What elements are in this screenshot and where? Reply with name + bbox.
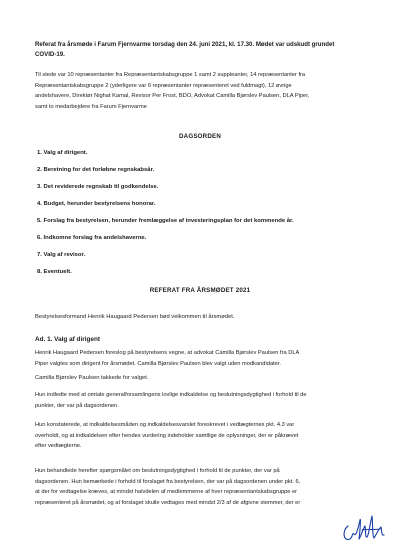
text-line: Repræsentantskabsgruppe 2 (yderligere var 6 repræsentanter repræsenteret ved fuldmagt), 12 øvrige — [35, 82, 292, 89]
agenda-item: 5. Forslag fra bestyrelsen, herunder fremlæggelse af investeringsplan for det kommende år. — [37, 218, 294, 224]
paragraph — [35, 390, 390, 411]
text-line: efter vedtægterne. — [35, 443, 82, 450]
welcome-text: Bestyrelsesformand Henrik Haugaard Pedersen bød velkommen til årsmødet. — [35, 314, 235, 320]
text-line: at der for vedtagelse kræves, at mindst halvdelen af medlemmerne af hver repræsentantskabsgruppe er — [35, 489, 298, 496]
paragraph — [35, 466, 390, 508]
agenda-item: 2. Beretning for det forløbne regnskabsår. — [37, 167, 155, 173]
agenda-title: DAGSORDEN — [178, 133, 222, 140]
minutes-title: REFERAT FRA ÅRSMØDET 2021 — [149, 287, 251, 294]
paragraph — [35, 420, 390, 452]
text-line: Piper valgtes som dirigent for årsmødet. Camilla Bjørslev Paulsen blev valgt uden modkandidater. — [35, 360, 281, 367]
text-line: andelshavere, Direktør Nighat Kamal, Revisor Per Frost, BDO, Advokat Camilla Bjørslev Paulsen, DLA Piper, — [35, 93, 310, 100]
text-line: overholdt, og at indkaldelsen efter hendes vurdering indeholder samtlige de oplysninger, der er påkrævet — [35, 432, 299, 439]
text-line: Hun indledte med at omtale generalforsamlingens lovlige indkaldelse og beslutningsdygtighed i forhold til de — [35, 392, 307, 398]
text-line: Hun behandlede herefter spørgsmålet om beslutningsdygtighed i forhold til de punkter, der var på — [35, 468, 280, 474]
section-heading: Ad. 1. Valg af dirigent — [35, 336, 100, 343]
text-line: Henrik Haugaard Pedersen foreslog på bestyrelsens vegne, at advokat Camilla Bjørslev Paulsen fra DLA — [35, 350, 300, 356]
text-line: samt to medarbejdere fra Farum Fjernvarme — [35, 103, 147, 110]
title-line: Referat fra årsmøde i Farum Fjernvarme torsdag den 24. juni 2021, kl. 17.30. Mødet var udskudt grundet — [35, 41, 335, 48]
document-title — [35, 40, 387, 60]
title-line: COVID-19. — [35, 51, 65, 58]
text-line: repræsenteret på årsmødet, og at forslaget skulle vedtages med mindst 2/3 af de afgivne stemmer, der er — [35, 499, 301, 506]
text-line: dagsordenen. Hun bemærkede i forhold til forslaget fra bestyrelsen, der var på dagsordenen under pkt. 6, — [35, 478, 301, 485]
attendance-paragraph — [35, 70, 390, 112]
agenda-item: 4. Budget, herunder bestyrelsens honorar. — [37, 201, 156, 207]
agenda-item: 6. Indkomne forslag fra andelshaverne. — [37, 235, 147, 241]
agenda-item: 8. Eventuelt. — [37, 269, 72, 275]
agenda-item: 3. Det reviderede regnskab til godkendelse. — [37, 184, 159, 190]
paragraph: Camilla Bjørslev Paulsen takkede for valget. — [35, 375, 149, 381]
agenda-item: 1. Valg af dirigent. — [37, 150, 88, 156]
text-line: punkter, der var på dagsordenen. — [35, 402, 119, 409]
agenda-item: 7. Valg af revisor. — [37, 252, 86, 258]
handwritten-signature — [338, 508, 388, 546]
text-line: Til stede var 10 repræsentanter fra Repræsentantskabsgruppe 1 samt 2 suppleanter, 14 repræsentanter fra — [35, 72, 306, 78]
text-line: Hun konstaterede, at indkaldelsesmåden og indkaldelsesvarslet foreskrevet i vedtægternes pkt. 4.3 var — [35, 422, 295, 428]
paragraph — [35, 348, 390, 369]
